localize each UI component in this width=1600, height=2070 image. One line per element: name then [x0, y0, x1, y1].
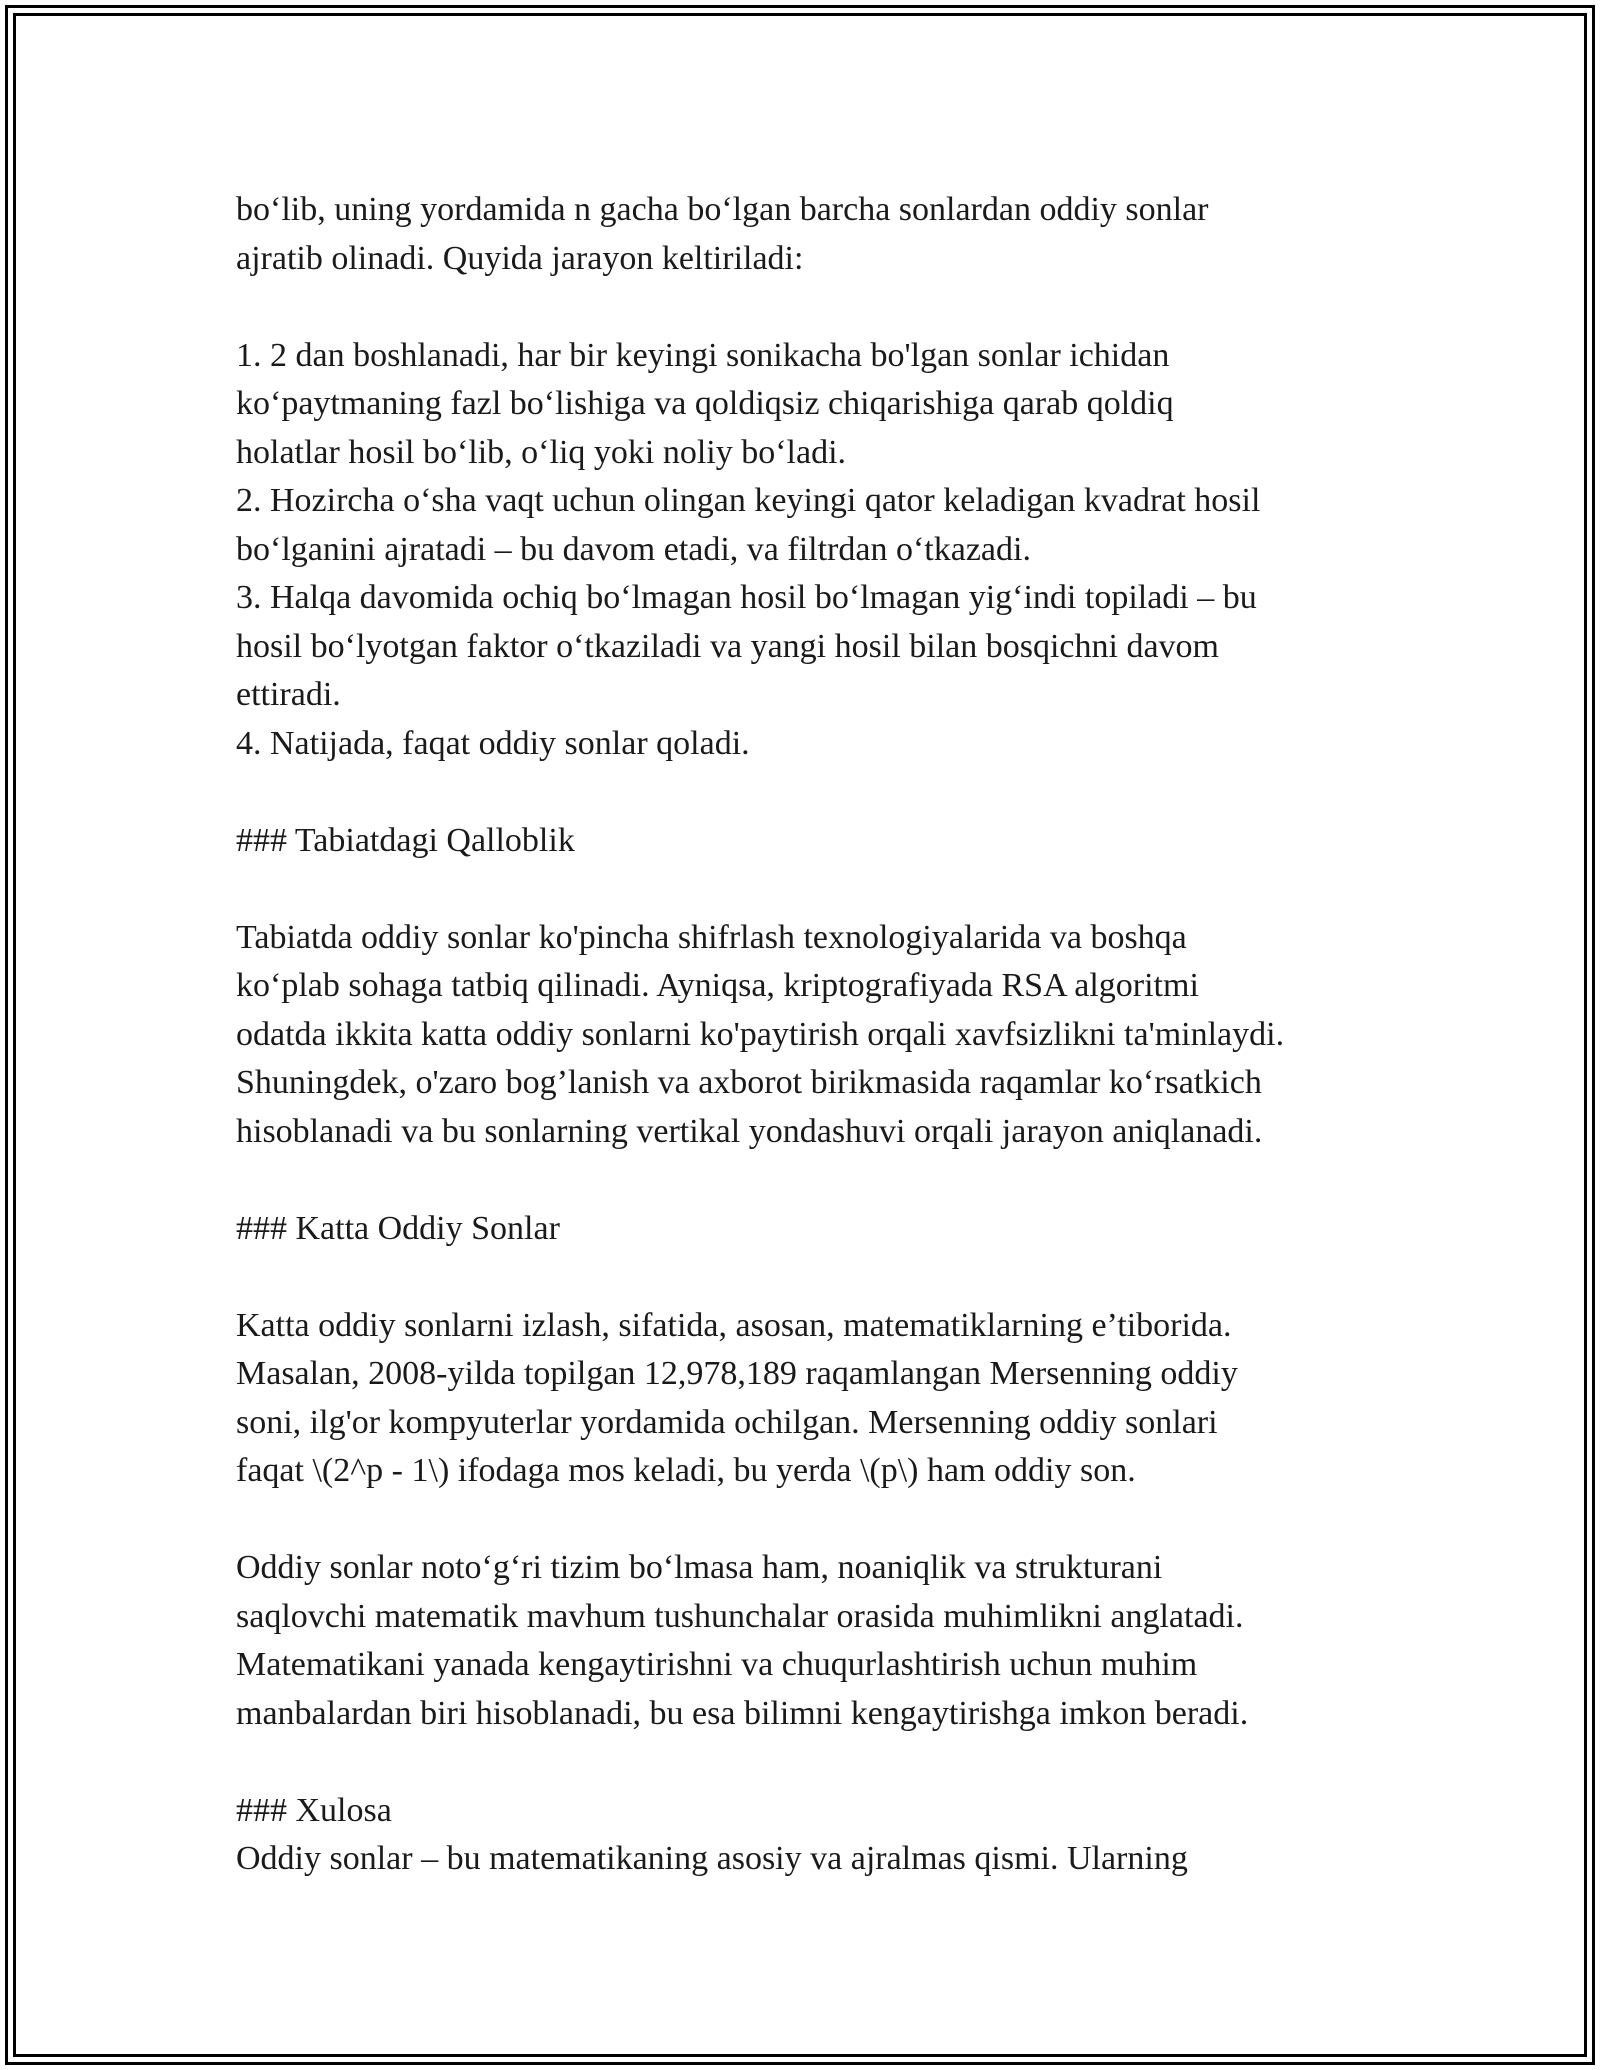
list-item: 1. 2 dan boshlanadi, har bir keyingi sonikacha bo'lgan sonlar ichidan [236, 336, 1170, 374]
steps-list [236, 332, 1416, 769]
text-line: Oddiy sonlar noto‘g‘ri tizim bo‘lmasa ham, noaniqlik va strukturani [236, 1549, 1163, 1586]
intro-paragraph [236, 186, 1416, 283]
list-item: 4. Natijada, faqat oddiy sonlar qoladi. [236, 724, 750, 762]
section-heading-large [236, 1205, 1416, 1254]
text-line: Shuningdek, o'zaro bog’lanish va axborot birikmasida raqamlar ko‘rsatkich [236, 1064, 1262, 1101]
text-line: odatda ikkita katta oddiy sonlarni ko'paytirish orqali xavfsizlikni ta'minlaydi. [236, 1015, 1285, 1053]
text-line: Matematikani yanada kengaytirishni va chuqurlashtirish uchun muhim [236, 1646, 1198, 1683]
list-item: hosil bo‘lyotgan faktor o‘tkaziladi va yangi hosil bilan bosqichni davom [236, 627, 1219, 665]
list-item: holatlar hosil bo‘lib, o‘liq yoki noliy bo‘ladi. [236, 433, 847, 471]
text-line: ajratib olinadi. Quyida jarayon keltiriladi: [236, 239, 804, 277]
text-line: faqat \(2^p - 1\) ifodaga mos keladi, bu yerda \(p\) ham oddiy son. [236, 1452, 1136, 1489]
list-item: ettiradi. [236, 676, 341, 713]
document-body [236, 186, 1416, 1884]
text-line: hisoblanadi va bu sonlarning vertikal yondashuvi orqali jarayon aniqlanadi. [236, 1112, 1263, 1150]
text-line: bo‘lib, uning yordamida n gacha bo‘lgan barcha sonlardan oddiy sonlar [236, 191, 1209, 228]
text-line: Tabiatda oddiy sonlar ko'pincha shifrlash texnologiyalarida va boshqa [236, 918, 1187, 956]
list-item: 3. Halqa davomida ochiq bo‘lmagan hosil bo‘lmagan yig‘indi topiladi – bu [236, 579, 1257, 616]
large-primes-paragraph [236, 1302, 1416, 1496]
list-item: bo‘lganini ajratadi – bu davom etadi, va filtrdan o‘tkazadi. [236, 530, 1031, 568]
structure-paragraph [236, 1544, 1416, 1738]
list-item: ko‘paytmaning fazl bo‘lishiga va qoldiqsiz chiqarishiga qarab qoldiq [236, 385, 1174, 422]
section-heading: ### Tabiatdagi Qalloblik [236, 821, 575, 859]
text-line: ko‘plab sohaga tatbiq qilinadi. Ayniqsa, kriptografiyada RSA algoritmi [236, 967, 1199, 1004]
section-heading: ### Xulosa [236, 1791, 392, 1829]
text-line: manbalardan biri hisoblanadi, bu esa bilimni kengaytirishga imkon beradi. [236, 1694, 1249, 1732]
nature-paragraph [236, 914, 1416, 1157]
text-line: Oddiy sonlar – bu matematikaning asosiy va ajralmas qismi. Ularning [236, 1840, 1188, 1877]
text-line: Katta oddiy sonlarni izlash, sifatida, asosan, matematiklarning e’tiborida. [236, 1306, 1232, 1344]
conclusion-section [236, 1787, 1416, 1884]
list-item: 2. Hozircha o‘sha vaqt uchun olingan keyingi qator keladigan kvadrat hosil [236, 482, 1261, 519]
section-heading: ### Katta Oddiy Sonlar [236, 1209, 560, 1247]
text-line: saqlovchi matematik mavhum tushunchalar orasida muhimlikni anglatadi. [236, 1597, 1244, 1635]
section-heading-nature [236, 817, 1416, 866]
text-line: Masalan, 2008-yilda topilgan 12,978,189 raqamlangan Mersenning oddiy [236, 1355, 1238, 1392]
text-line: soni, ilg'or kompyuterlar yordamida ochilgan. Mersenning oddiy sonlari [236, 1403, 1218, 1441]
